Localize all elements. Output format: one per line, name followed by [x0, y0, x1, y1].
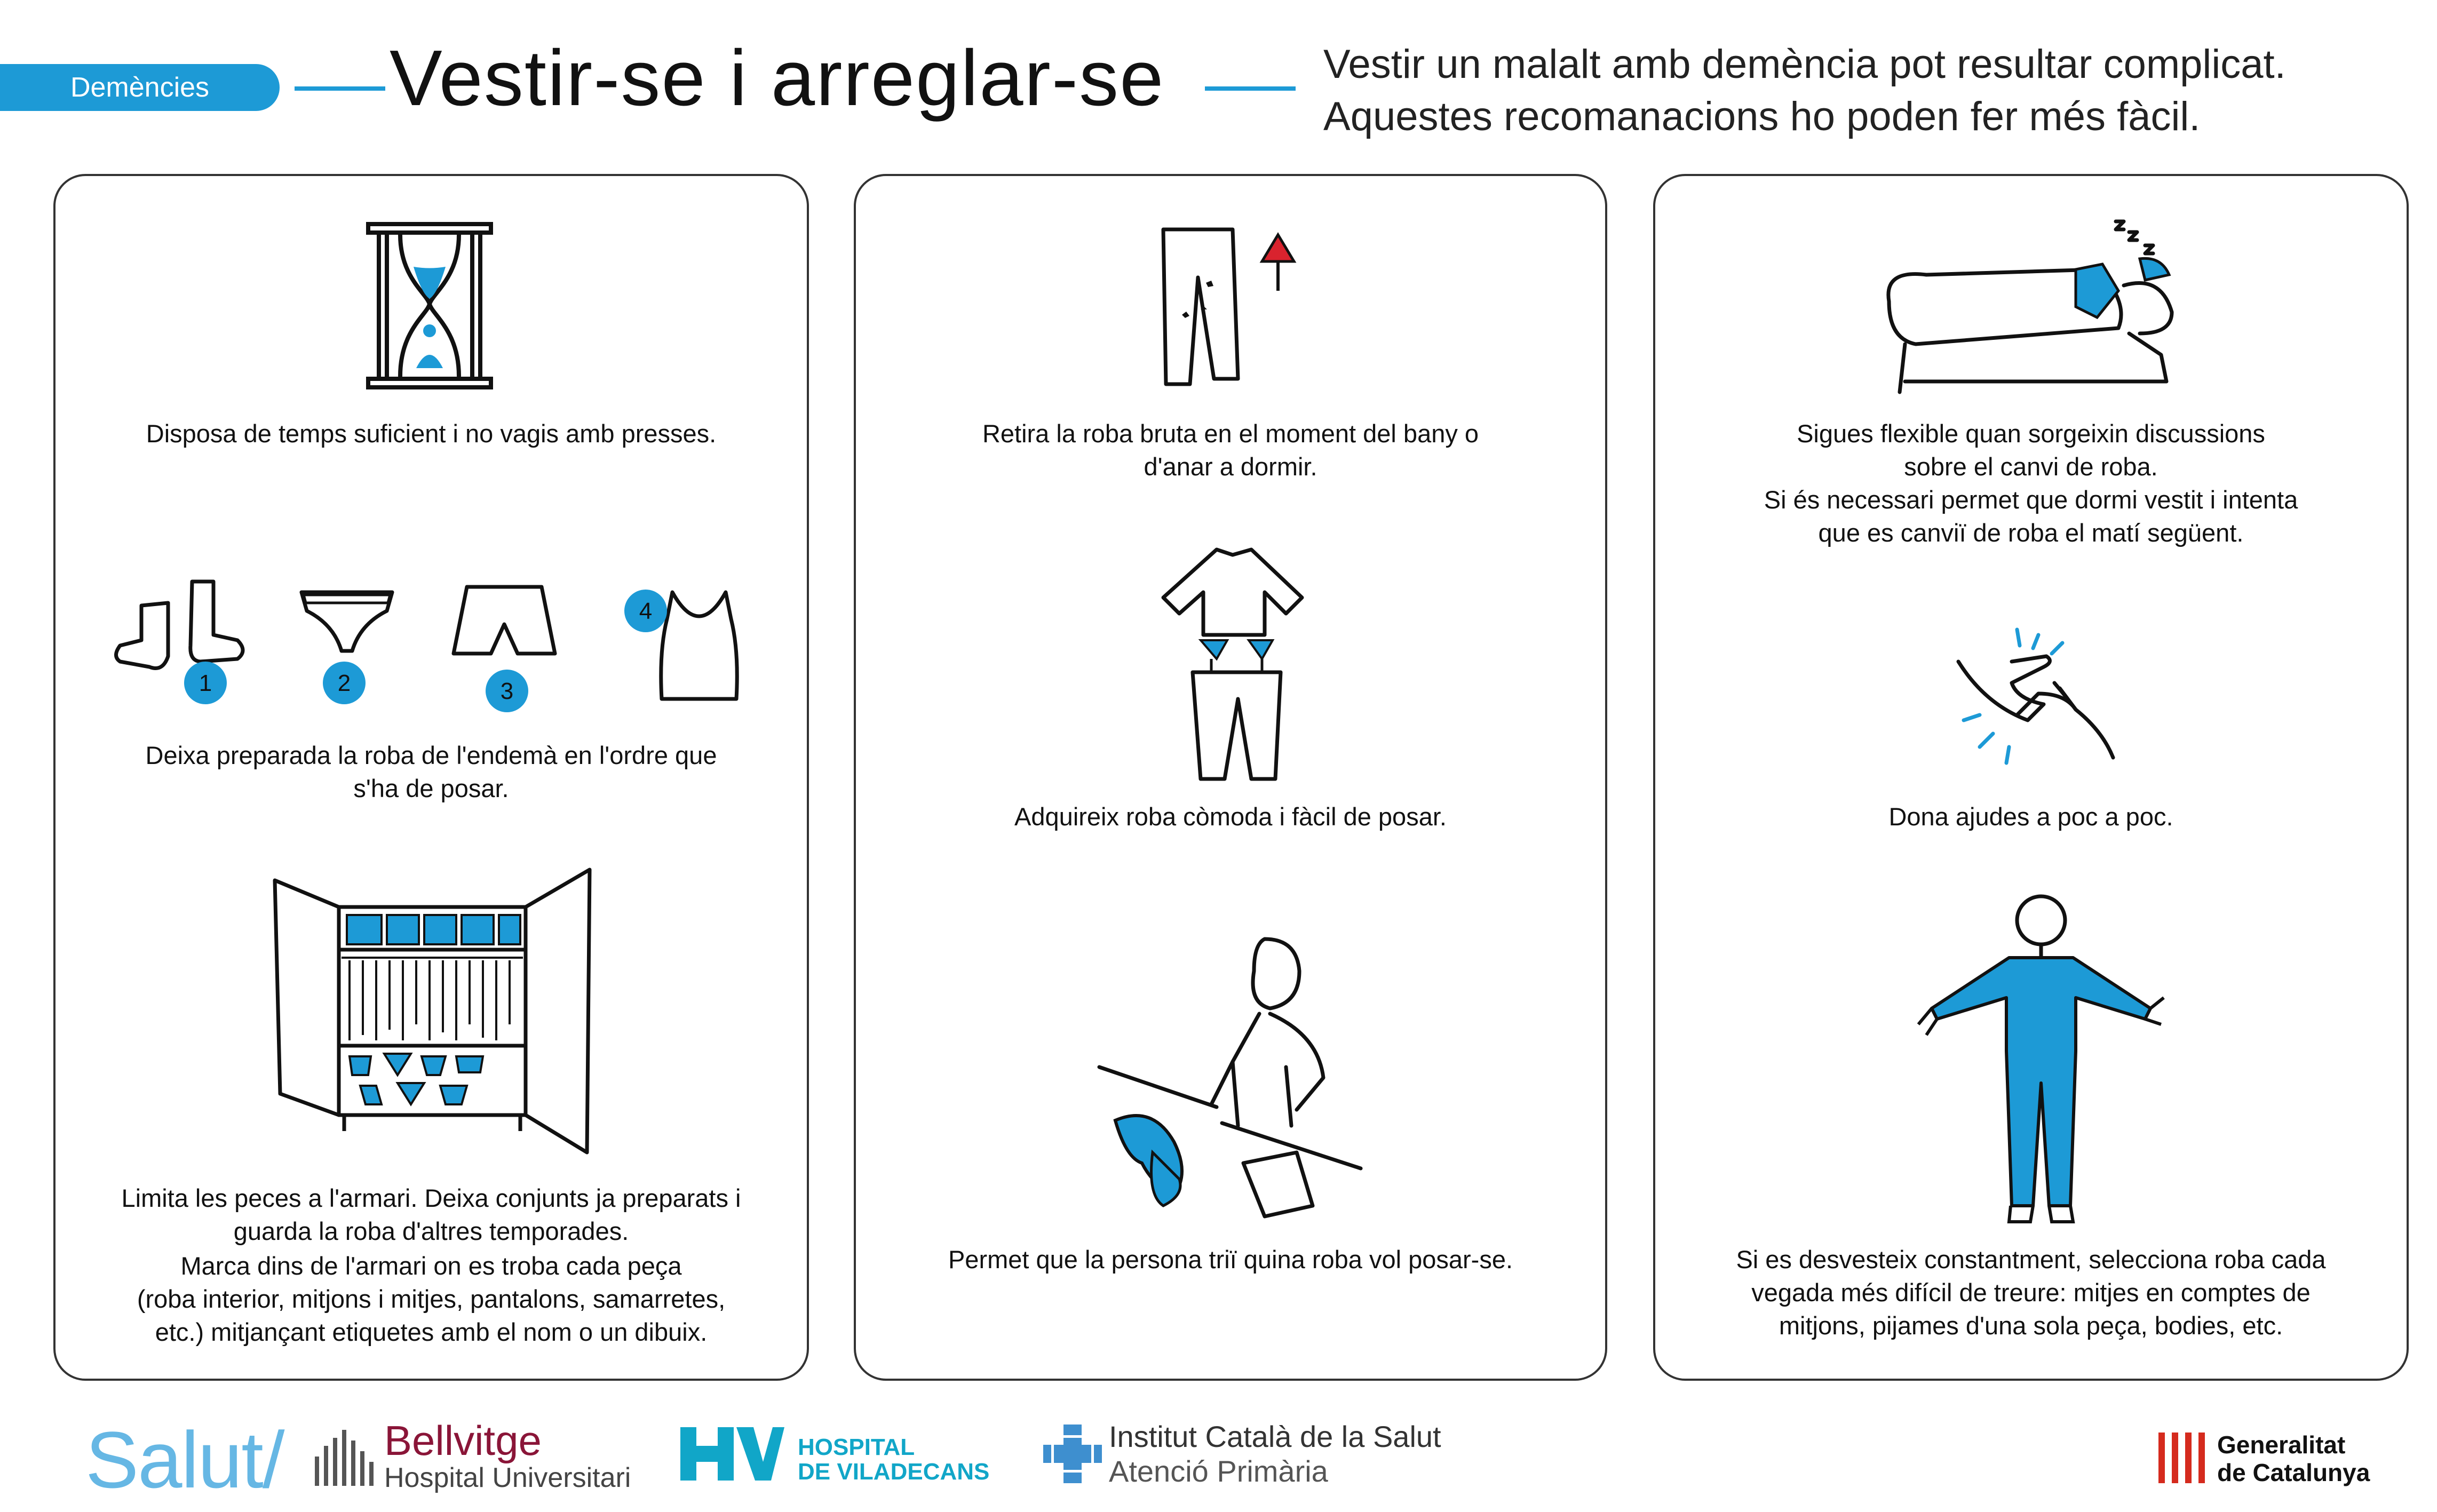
tip-wardrobe-text: [64, 1182, 798, 1248]
category-tag: Demències: [0, 64, 280, 111]
ics-subtitle: Atenció Primària: [1109, 1454, 1328, 1488]
svg-text:1: 1: [199, 670, 212, 696]
tip-gradual-help-text: Dona ajudes a poc a poc.: [1888, 802, 2173, 831]
svg-text:4: 4: [639, 598, 653, 624]
hourglass-icon: [363, 219, 502, 395]
tip-labels-line-3: etc.) mitjançant etiquetes amb el nom o un dibuix.: [155, 1318, 708, 1346]
order-number-2: [320, 659, 368, 707]
tip-undress-line-2: vegada més difícil de treure: mitjes en comptes de: [1751, 1278, 2311, 1307]
tip-undress-line-3: mitjons, pijames d'una sola peça, bodies, etc.: [1779, 1311, 2283, 1340]
order-number-3: [483, 667, 531, 715]
tip-flexible-line-2: sobre el canvi de roba.: [1904, 452, 2158, 481]
subtitle-line-1: Vestir un malalt amb demència pot resultar complicat.: [1323, 42, 2286, 87]
page-title: Vestir-se i arreglar-se: [390, 34, 1165, 122]
bellvitge-name: Bellvitge: [384, 1417, 542, 1464]
shorts-icon: [448, 579, 560, 664]
tip-dirty-text: [864, 417, 1597, 483]
tip-choose-text: Permet que la persona triï quina roba vol posar-se.: [948, 1245, 1513, 1274]
viladecans-line-1: HOSPITAL: [798, 1434, 915, 1460]
clothes-icon: [1153, 544, 1313, 784]
helping-hands-icon: [1953, 624, 2124, 774]
tip-undress-line-1: Si es desvesteix constantment, selecciona roba cada: [1736, 1245, 2326, 1274]
tip-flexible-line-4: que es canviï de roba el matí següent.: [1818, 519, 2244, 547]
tip-labels-text: [64, 1250, 798, 1349]
hv-logo-icon: [678, 1425, 784, 1483]
tip-dirty-line-2: d'anar a dormir.: [1144, 452, 1317, 481]
jumpsuit-person-icon: [1916, 891, 2166, 1227]
tip-wardrobe-line-1: Limita les peces a l'armari. Deixa conjunts ja preparats i: [121, 1184, 741, 1212]
generalitat-name: [2217, 1431, 2370, 1486]
subtitle-line-2: Aquestes recomanacions ho poden fer més fàcil.: [1323, 94, 2201, 139]
ics-cross-icon: [1043, 1425, 1102, 1483]
tip-flexible-line-1: Sigues flexible quan sorgeixin discussions: [1797, 419, 2265, 448]
tip-comfortable-text: Adquireix roba còmoda i fàcil de posar.: [1014, 802, 1447, 831]
tip-flexible-text: [1664, 417, 2398, 550]
bellvitge-bars-icon: [312, 1425, 376, 1489]
bellvitge-subtitle: Hospital Universitari: [384, 1462, 631, 1493]
order-number-1: [181, 659, 229, 707]
svg-text:2: 2: [337, 670, 351, 696]
sleeping-person-icon: [1873, 205, 2188, 397]
generalitat-line-2: de Catalunya: [2217, 1459, 2370, 1486]
generalitat-flag-icon: [2156, 1430, 2212, 1486]
generalitat-line-1: Generalitat: [2217, 1431, 2346, 1459]
tip-prepare-line-1: Deixa preparada la roba de l'endemà en l'ordre que: [145, 741, 717, 769]
dirty-trousers-icon: [1153, 224, 1313, 395]
tip-time-text: Disposa de temps suficient i no vagis amb presses.: [146, 419, 717, 448]
tip-dirty-line-1: Retira la roba bruta en el moment del bany o: [982, 419, 1479, 448]
tip-labels-line-1: Marca dins de l'armari on es troba cada peça: [180, 1252, 682, 1280]
underwear-icon: [296, 582, 398, 656]
tip-prepare-line-2: s'ha de posar.: [353, 774, 509, 802]
ics-name: Institut Català de la Salut: [1109, 1420, 1441, 1453]
person-choosing-clothes-icon: [1094, 928, 1371, 1227]
tip-flexible-line-3: Si és necessari permet que dormi vestit i intenta: [1764, 486, 2298, 514]
viladecans-line-2: DE VILADECANS: [798, 1459, 990, 1485]
order-number-4: [622, 587, 670, 635]
tip-wardrobe-line-2: guarda la roba d'altres temporades.: [233, 1217, 629, 1245]
tip-labels-line-2: (roba interior, mitjons i mitjes, pantalons, samarretes,: [137, 1285, 726, 1313]
salut-logo: Salut/: [85, 1415, 284, 1505]
viladecans-name: [798, 1435, 989, 1484]
wardrobe-icon: [269, 864, 595, 1163]
tip-prepare-text: [64, 739, 798, 805]
title-rule-left: [295, 86, 385, 91]
tip-undress-text: [1664, 1243, 2398, 1342]
page-subtitle: [1323, 38, 2286, 143]
title-rule-right: [1205, 86, 1296, 91]
svg-text:3: 3: [500, 678, 514, 704]
